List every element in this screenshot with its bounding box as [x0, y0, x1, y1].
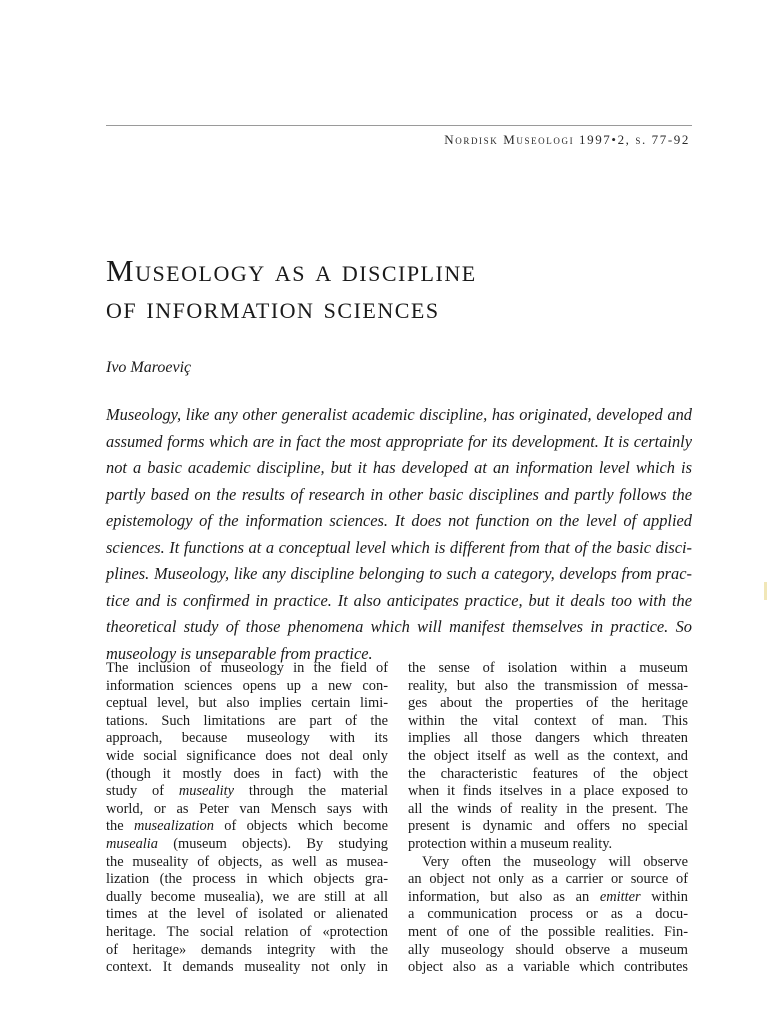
article-title-line: Museology as a discipline [106, 253, 477, 288]
body-text-line: information sciences opens up a new con- [106, 677, 388, 694]
emphasized-term: museality [178, 783, 234, 800]
body-text-line: information, but also as an emitter within [408, 888, 688, 905]
body-text-line: a communication process or as a docu- [408, 906, 688, 923]
body-text-line: context. It demands museality not only in [106, 959, 388, 976]
body-text-line: within the vital context of man. This [408, 712, 688, 729]
author-name: Ivo Maroeviç [106, 359, 192, 376]
body-text-line: world, or as Peter van Mensch says with [106, 800, 388, 817]
article-title [106, 252, 477, 326]
emphasized-term: musealia [106, 835, 158, 852]
body-text-line: tations. Such limitations are part of the [106, 712, 388, 729]
body-text-line: study of museality through the material [106, 783, 388, 800]
body-text-line: implies all those dangers which threaten [408, 730, 688, 747]
abstract-line: partly based on the results of research in other basic disciplines and partly follows the [106, 484, 692, 504]
abstract [106, 402, 692, 667]
header-rule [106, 125, 692, 126]
page-edge-mark [764, 582, 767, 600]
body-text-line: ment of one of the possible realities. Fin- [408, 923, 688, 940]
body-text-line: the characteristic features of the object [408, 765, 688, 782]
body-text-line: wide social significance does not deal only [106, 747, 388, 764]
abstract-line: plines. Museology, like any discipline belonging to such a category, develops from prac- [106, 564, 692, 583]
body-text-line: an object not only as a carrier or source of [408, 871, 688, 888]
article-title-line: of information sciences [106, 290, 440, 325]
abstract-line: museology is unseparable from practice. [106, 643, 373, 663]
body-text-line: ally museology should observe a museum [408, 941, 688, 958]
abstract-line: tice and is confirmed in practice. It also anticipates practice, but it deals too with the [106, 590, 692, 610]
abstract-line: sciences. It functions at a conceptual level which is different from that of the basic disci- [106, 537, 692, 557]
body-text-line: (though it mostly does in fact) with the [106, 765, 388, 782]
body-text-line: The inclusion of museology in the field of [106, 660, 388, 676]
abstract-line: epistemology of the information sciences. It does not function on the level of applied [106, 511, 692, 530]
emphasized-term: emitter [599, 888, 641, 905]
body-text-line: the musealization of objects which become [106, 818, 388, 835]
body-text-line: dually become musealia), we are still at all [106, 888, 388, 905]
body-text-line: the sense of isolation within a museum [408, 660, 688, 676]
running-header: Nordisk Museologi 1997•2, s. 77-92 [444, 132, 690, 147]
body-text-line: ges about the properties of the heritage [408, 695, 688, 712]
body-text-line: object also as a variable which contributes [408, 959, 688, 976]
body-text-line: of heritage» demands integrity with the [106, 941, 388, 958]
body-text-line: lization (the process in which objects gra- [106, 871, 388, 888]
abstract-line: theoretical study of those phenomena which will manifest themselves in practice. So [106, 617, 692, 636]
body-column-left [106, 660, 388, 977]
body-text-line: Very often the museology will observe [422, 853, 688, 870]
body-text-line: the museality of objects, as well as musea- [106, 853, 388, 870]
body-text-line: when it finds itselves in a place exposed to [408, 783, 688, 800]
abstract-line: Museology, like any other generalist academic discipline, has originated, developed and [106, 405, 692, 424]
body-text-line: all the winds of reality in the present. The [408, 800, 688, 817]
body-text-line: approach, because museology with its [106, 730, 388, 747]
body-text-line: present is dynamic and offers no special [408, 818, 688, 835]
body-text-line: times at the level of isolated or alienated [106, 906, 388, 923]
abstract-line: not a basic academic discipline, but it has developed at an information level which is [106, 458, 692, 477]
body-text-line: ceptual level, but also implies certain limi- [106, 695, 388, 712]
body-text-line: heritage. The social relation of «protection [106, 923, 388, 940]
emphasized-term: musealization [133, 818, 214, 835]
body-text-line: musealia (museum objects). By studying [106, 835, 388, 852]
body-text-line: protection within a museum reality. [408, 835, 613, 852]
body-text-line: the object itself as well as the context, and [408, 747, 688, 764]
body-column-right [408, 660, 688, 977]
abstract-line: assumed forms which are in fact the most appropriate for its development. It is certainly [106, 431, 692, 451]
body-text-line: reality, but also the transmission of messa- [408, 677, 688, 694]
